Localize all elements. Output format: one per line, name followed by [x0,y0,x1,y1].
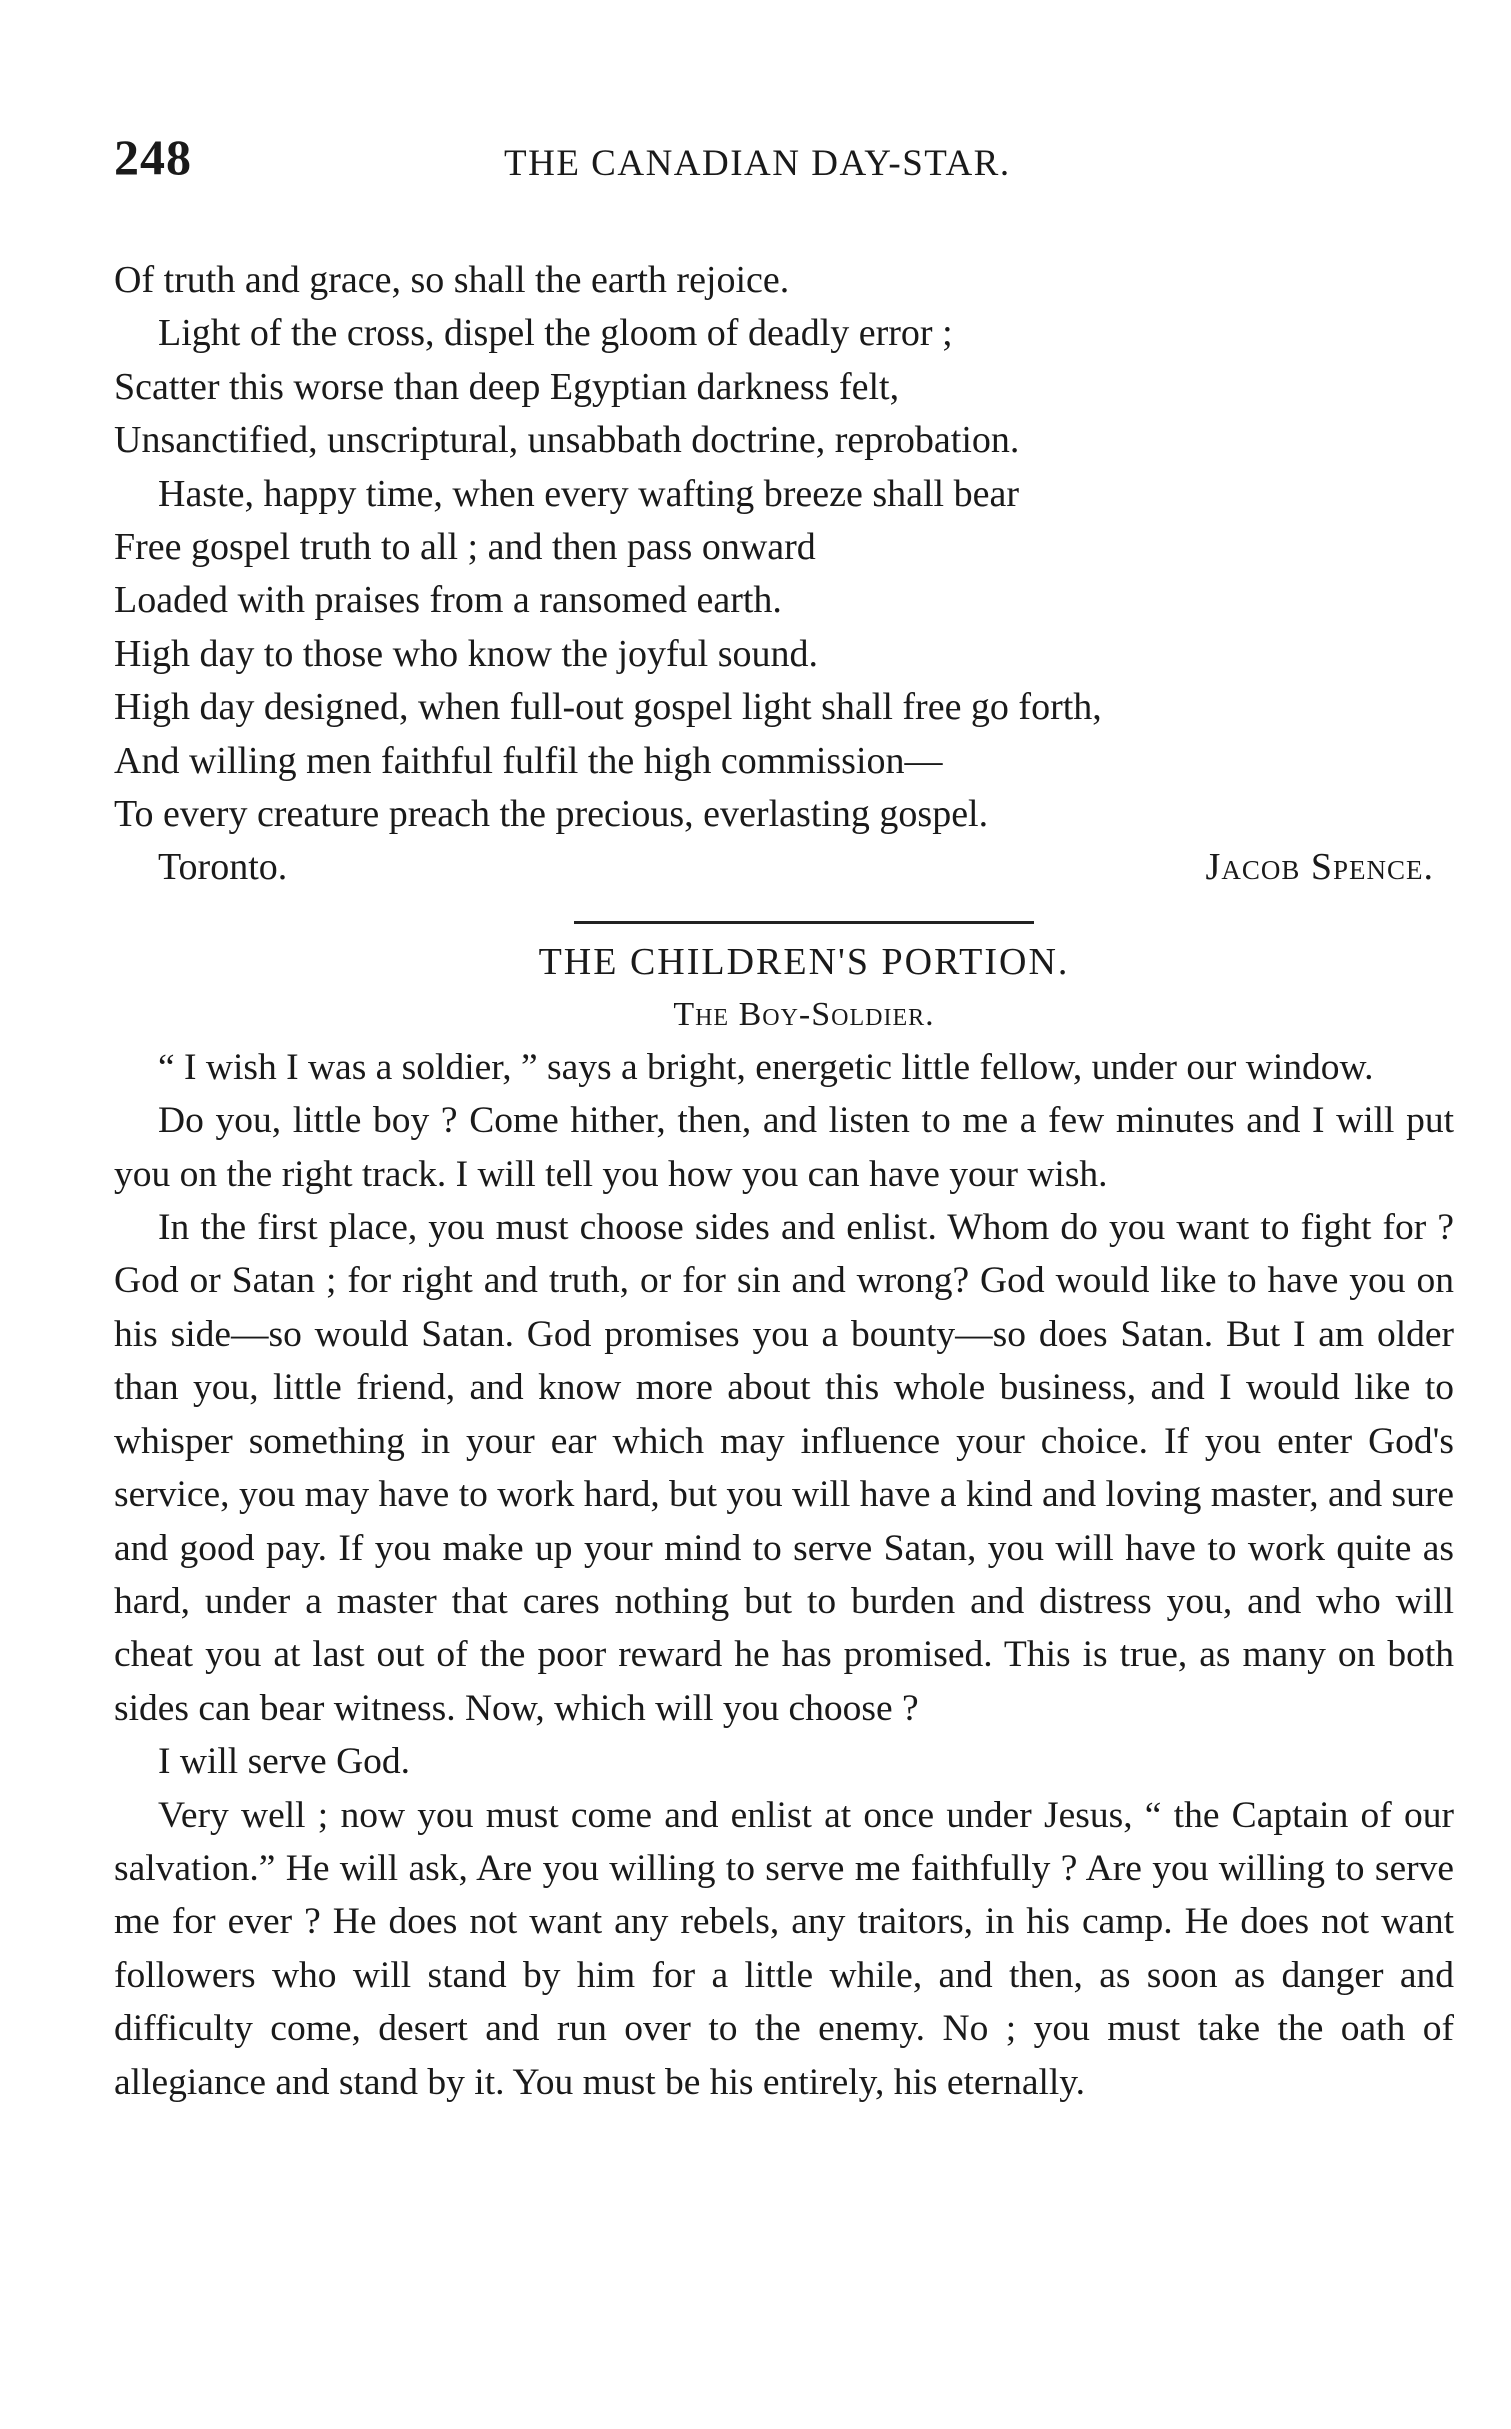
paragraph: Very well ; now you must come and enlist at once under Jesus, “ the Captain of our salvation.” He will ask, Are you willing to serve me faithfully ? Are you willing to serve me for ever ? He does not want any rebels, any traitors, in his camp. He does not want followers who will stand by him for a little while, and then, as soon as danger and difficulty come, desert and run over to the enemy. No ; you must take the oath of allegiance and stand by it. You must be his entirely, his eternally. [114,1794,1454,2103]
poem-line: And willing men faithful fulfil the high commission— [114,739,943,782]
paragraph: In the first place, you must choose sides and enlist. Whom do you want to fight for ? God or Satan ; for right and truth, or for sin and wrong? God would like to have you on his side—so would Satan. God promises you a bounty—so does Satan. But I am older than you, little friend, and know more about this whole business, and I would like to whisper something in your ear which may influence your choice. If you enter God's service, you may have to work hard, but you will have a kind and loving master, and sure and good pay. If you make up your mind to serve Satan, you will have to work quite as hard, under a master that cares nothing but to burden and distress you, and who will cheat you at last out of the poor reward he has promised. This is true, as many on both sides can bear witness. Now, which will you choose ? [114,1207,1454,1729]
story-title: The Boy-Soldier. [673,995,935,1033]
section-title: THE CHILDREN'S PORTION. [538,940,1070,983]
poem-line: Loaded with praises from a ransomed earth. [114,579,782,622]
poem-line: High day designed, when full-out gospel light shall free go forth, [114,686,1102,729]
page-header [114,120,1454,210]
poem-line: High day to those who know the joyful sound. [114,632,819,675]
poem-line: Scatter this worse than deep Egyptian darkness felt, [114,365,900,408]
poem-line: Light of the cross, dispel the gloom of deadly error ; [158,312,953,355]
running-title: THE CANADIAN DAY-STAR. [504,143,1011,184]
poem-signature [114,841,1454,894]
poem-line: To every creature preach the precious, everlasting gospel. [114,793,989,836]
poem-line: Of truth and grace, so shall the earth rejoice. [114,259,790,301]
poem [114,254,1454,895]
poem-line: Haste, happy time, when every wafting breeze shall bear [158,472,1019,515]
story-body [114,1041,1454,2109]
poem-line: Unsanctified, unscriptural, unsabbath doctrine, reprobation. [114,419,1020,462]
paragraph: Do you, little boy ? Come hither, then, and listen to me a few minutes and I will put you on the right track. I will tell you how you can have your wish. [114,1100,1454,1195]
signature-author: Jacob Spence. [1205,846,1434,889]
page-number: 248 [114,129,192,185]
poem-line: Free gospel truth to all ; and then pass onward [114,526,816,569]
paragraph: “ I wish I was a soldier, ” says a bright, energetic little fellow, under our window. [158,1046,1374,1088]
paragraph: I will serve God. [158,1741,411,1783]
signature-place: Toronto. [158,846,288,889]
document-page [114,120,1454,2109]
section-divider [574,921,1034,924]
